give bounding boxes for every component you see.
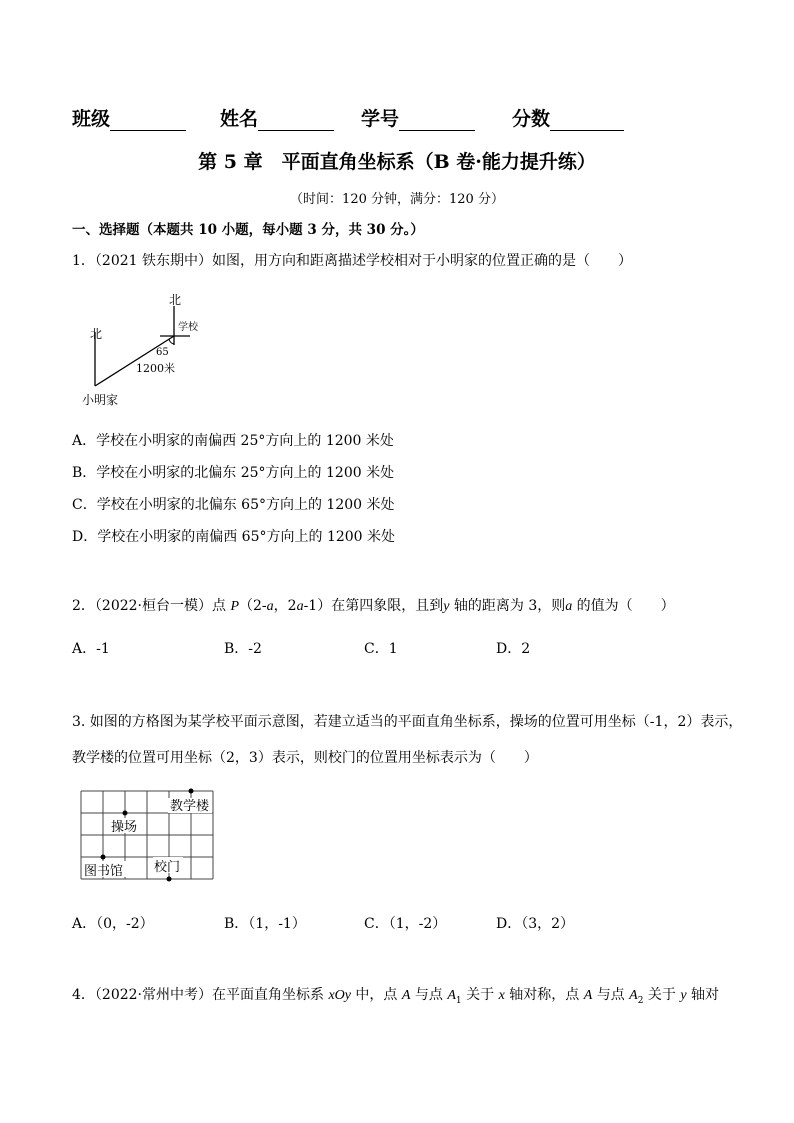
question-1-text: 1．（2021 铁东期中）如图，用方向和距离描述学校相对于小明家的位置正确的是（ ） [72,253,632,269]
north-left-label: 北 [90,327,103,341]
q3-option-b: B．（1，-1） [224,916,306,932]
class-blank [110,110,186,131]
section-heading: 一、选择题（本题共 10 小题，每小题 3 分，共 30 分。） [72,222,424,238]
q2-option-d: D．2 [496,641,531,657]
gate-point [167,877,172,882]
id-field [361,104,475,131]
question-3-line-2: 教学楼的位置可用坐标（2，3）表示，则校门的位置用坐标表示为（ ） [72,750,538,766]
path-line [95,336,174,386]
page-title: 第 5 章 平面直角坐标系（B 卷·能力提升练） [198,151,596,173]
question-4-text: 4．（2022·常州中考）在平面直角坐标系 xOy 中，点 A 与点 $A_1$ 关于 x 轴对称，点 A 与点 $A_2$ 关于 y 轴对 [72,987,720,1006]
home-label: 小明家 [82,393,119,407]
question-3-line-1: 3. 如图的方格图为某学校平面示意图，若建立适当的平面直角坐标系，操场的位置可用坐标（-1，2）表示， [72,714,743,730]
playground-label: 操场 [111,820,138,835]
q3-option-a: A．（0，-2） [72,916,154,932]
playground-point [123,811,128,816]
q1-option-c: C．学校在小明家的北偏东 65°方向上的 1200 米处 [72,497,395,513]
school-label: 学校 [178,322,198,333]
question-2-text: 2．（2022·桓台一模）点 P（2-a，2a-1）在第四象限，且到y 轴的距离为 3，则a 的值为（ ） [72,598,675,614]
building-point [189,789,194,794]
q1-option-d: D．学校在小明家的南偏西 65°方向上的 1200 米处 [72,529,396,545]
q2-option-a: A．-1 [72,641,110,657]
q2-option-b: B．-2 [224,641,262,657]
exam-info: （时间：120 分钟，满分：120 分） [290,192,504,207]
q3-grid-figure [76,786,221,886]
name-label: 姓名 [220,108,259,130]
score-field [512,104,624,131]
distance-label: 1200米 [136,362,175,375]
score-label: 分数 [512,108,551,130]
north-right-label: 北 [169,293,182,307]
class-label: 班级 [72,108,111,130]
angle-label: 65 [156,347,169,358]
q2-option-c: C．1 [364,641,398,657]
gate-label: 校门 [154,860,181,875]
q3-option-c: C．（1，-2） [364,916,447,932]
id-label: 学号 [361,108,400,130]
q3-option-d: D．（3，2） [496,916,575,932]
building-label: 教学楼 [170,799,210,814]
angle-arc [169,339,174,344]
score-blank [550,110,624,131]
id-blank [399,110,475,131]
library-label: 图书馆 [84,864,124,879]
name-field [220,104,334,131]
q1-option-b: B．学校在小明家的北偏东 25°方向上的 1200 米处 [72,465,395,481]
library-point [101,855,106,860]
q1-option-a: A．学校在小明家的南偏西 25°方向上的 1200 米处 [72,433,394,449]
q1-direction-figure [70,290,230,415]
name-blank [258,110,334,131]
class-field [72,104,186,131]
